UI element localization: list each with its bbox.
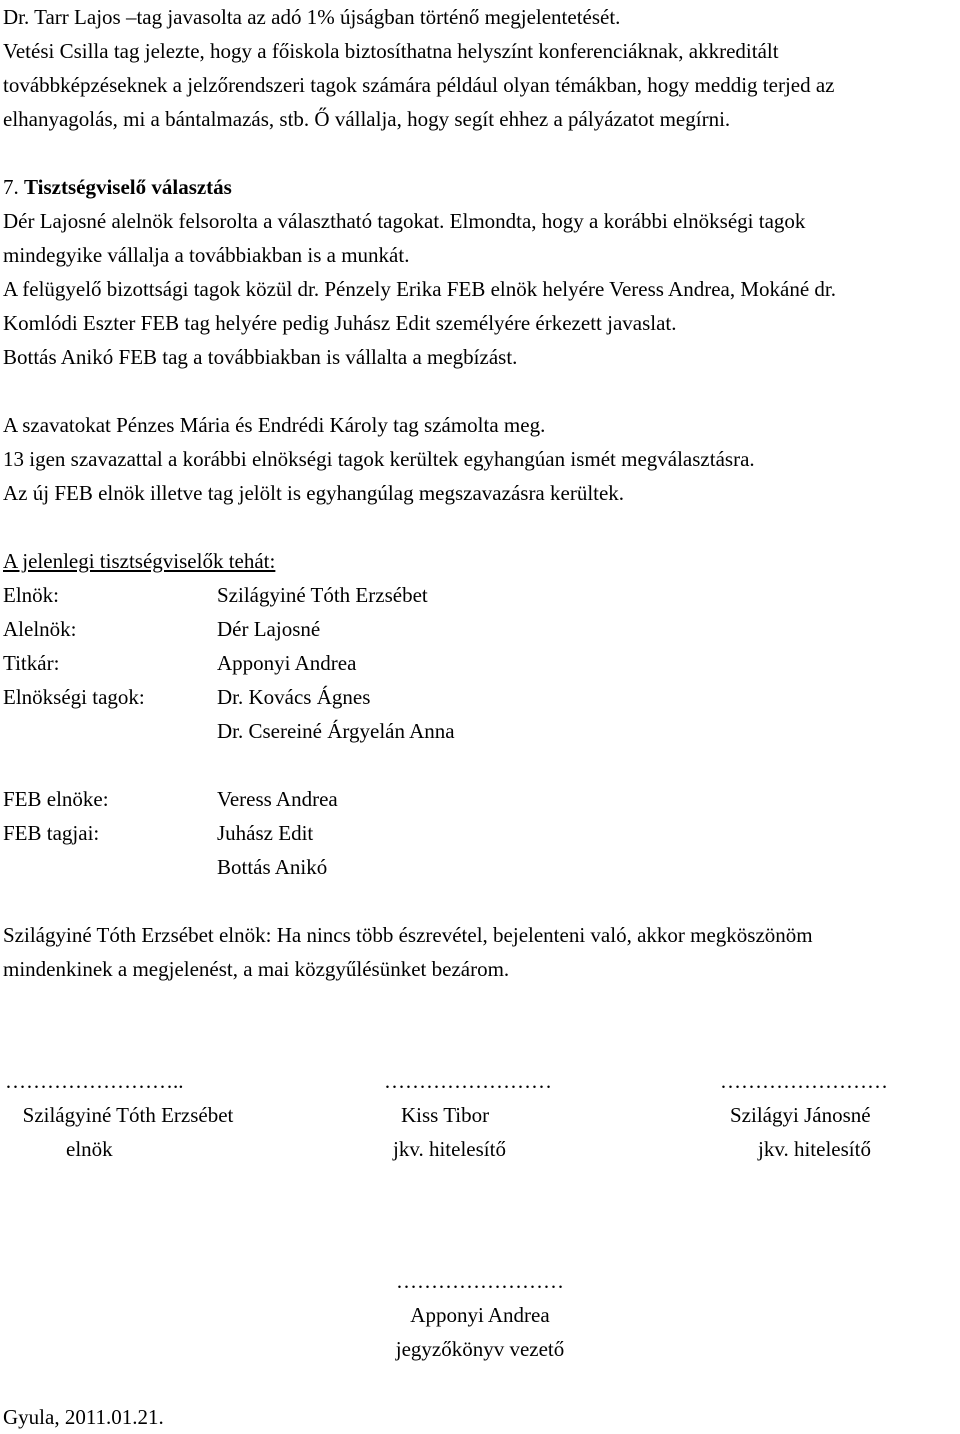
signature-verifier-1 xyxy=(368,1064,568,1166)
intro-line-3: továbbképzéseknek a jelzőrendszeri tagok számára például olyan témákban, hogy meddig terjed az xyxy=(3,73,835,97)
signature-role: elnök xyxy=(66,1137,113,1161)
officer-row-tagok xyxy=(3,680,958,714)
officer-name: Dr. Csereiné Árgyelán Anna xyxy=(217,719,455,743)
officer-row-tagok-2 xyxy=(3,714,958,748)
signature-line: …………………….. xyxy=(5,1069,184,1093)
signature-line: …………………… xyxy=(396,1269,564,1293)
signature-name: Szilágyiné Tóth Erzsébet xyxy=(22,1103,234,1127)
officer-row-elnok xyxy=(3,578,958,612)
signature-role: jkv. hitelesítő xyxy=(393,1137,506,1161)
intro-line-1: Dr. Tarr Lajos –tag javasolta az adó 1% újságban történő megjelentetését. xyxy=(3,5,621,29)
signature-role: jkv. hitelesítő xyxy=(758,1137,871,1161)
officer-name: Bottás Anikó xyxy=(217,855,328,879)
vote-line-2: 13 igen szavazattal a korábbi elnökségi tagok kerültek egyhangúan ismét megválasztásra. xyxy=(3,447,755,471)
signature-chairman xyxy=(3,1064,253,1166)
officers-heading: A jelenlegi tisztségviselők tehát: xyxy=(3,549,276,573)
officer-name: Dér Lajosné xyxy=(217,617,321,641)
place-date: Gyula, 2011.01.21. xyxy=(3,1405,164,1429)
intro-line-2: Vetési Csilla tag jelezte, hogy a főiskola biztosíthatna helyszínt konferenciáknak, akkreditált xyxy=(3,39,779,63)
officer-row-feb-elnok xyxy=(3,782,958,816)
signature-role: jegyzőkönyv vezető xyxy=(395,1337,565,1361)
officer-name: Dr. Kovács Ágnes xyxy=(217,685,371,709)
closing-line-1: Szilágyiné Tóth Erzsébet elnök: Ha nincs több észrevétel, bejelenteni való, akkor megköszönöm xyxy=(3,923,813,947)
officer-row-alelnok xyxy=(3,612,958,646)
section-line-3: A felügyelő bizottsági tagok közül dr. Pénzely Erika FEB elnök helyére Veress Andrea, Mokáné dr. xyxy=(3,277,836,301)
officer-name: Juhász Edit xyxy=(217,821,314,845)
closing-line-2: mindenkinek a megjelenést, a mai közgyűlésünket bezárom. xyxy=(3,957,510,981)
signature-verifier-2 xyxy=(718,1064,918,1166)
officer-label: Alelnök: xyxy=(3,617,77,641)
vote-line-3: Az új FEB elnök illetve tag jelölt is egyhangúlag megszavazásra kerültek. xyxy=(3,481,625,505)
officer-label: Titkár: xyxy=(3,651,60,675)
officer-row-titkar xyxy=(3,646,958,680)
signature-name: Szilágyi Jánosné xyxy=(730,1103,871,1127)
section-line-4: Komlódi Eszter FEB tag helyére pedig Juhász Edit személyére érkezett javaslat. xyxy=(3,311,677,335)
officer-row-feb-tagok xyxy=(3,816,958,850)
officer-name: Szilágyiné Tóth Erzsébet xyxy=(217,583,428,607)
signature-name: Apponyi Andrea xyxy=(410,1303,550,1327)
officer-row-feb-tagok-2 xyxy=(3,850,958,884)
section-line-1: Dér Lajosné alelnök felsorolta a választható tagokat. Elmondta, hogy a korábbi elnökségi tagok xyxy=(3,209,806,233)
section-title: Tisztségviselő választás xyxy=(24,175,232,199)
signature-line: …………………… xyxy=(384,1069,552,1093)
section-line-2: mindegyike vállalja a továbbiakban is a munkát. xyxy=(3,243,410,267)
vote-line-1: A szavatokat Pénzes Mária és Endrédi Károly tag számolta meg. xyxy=(3,413,546,437)
officer-label: Elnök: xyxy=(3,583,59,607)
signature-line: …………………… xyxy=(720,1069,888,1093)
officer-label: Elnökségi tagok: xyxy=(3,685,145,709)
section-line-5: Bottás Anikó FEB tag a továbbiakban is vállalta a megbízást. xyxy=(3,345,518,369)
officer-name: Apponyi Andrea xyxy=(217,651,357,675)
officer-label: FEB tagjai: xyxy=(3,821,100,845)
document-page xyxy=(3,0,958,986)
officer-label: FEB elnöke: xyxy=(3,787,109,811)
signature-recorder xyxy=(340,1264,620,1366)
section-number: 7. xyxy=(3,175,19,199)
intro-line-4: elhanyagolás, mi a bántalmazás, stb. Ő vállalja, hogy segít ehhez a pályázatot megírni. xyxy=(3,107,731,131)
officer-name: Veress Andrea xyxy=(217,787,338,811)
signature-name: Kiss Tibor xyxy=(401,1103,490,1127)
section-heading xyxy=(3,170,958,204)
